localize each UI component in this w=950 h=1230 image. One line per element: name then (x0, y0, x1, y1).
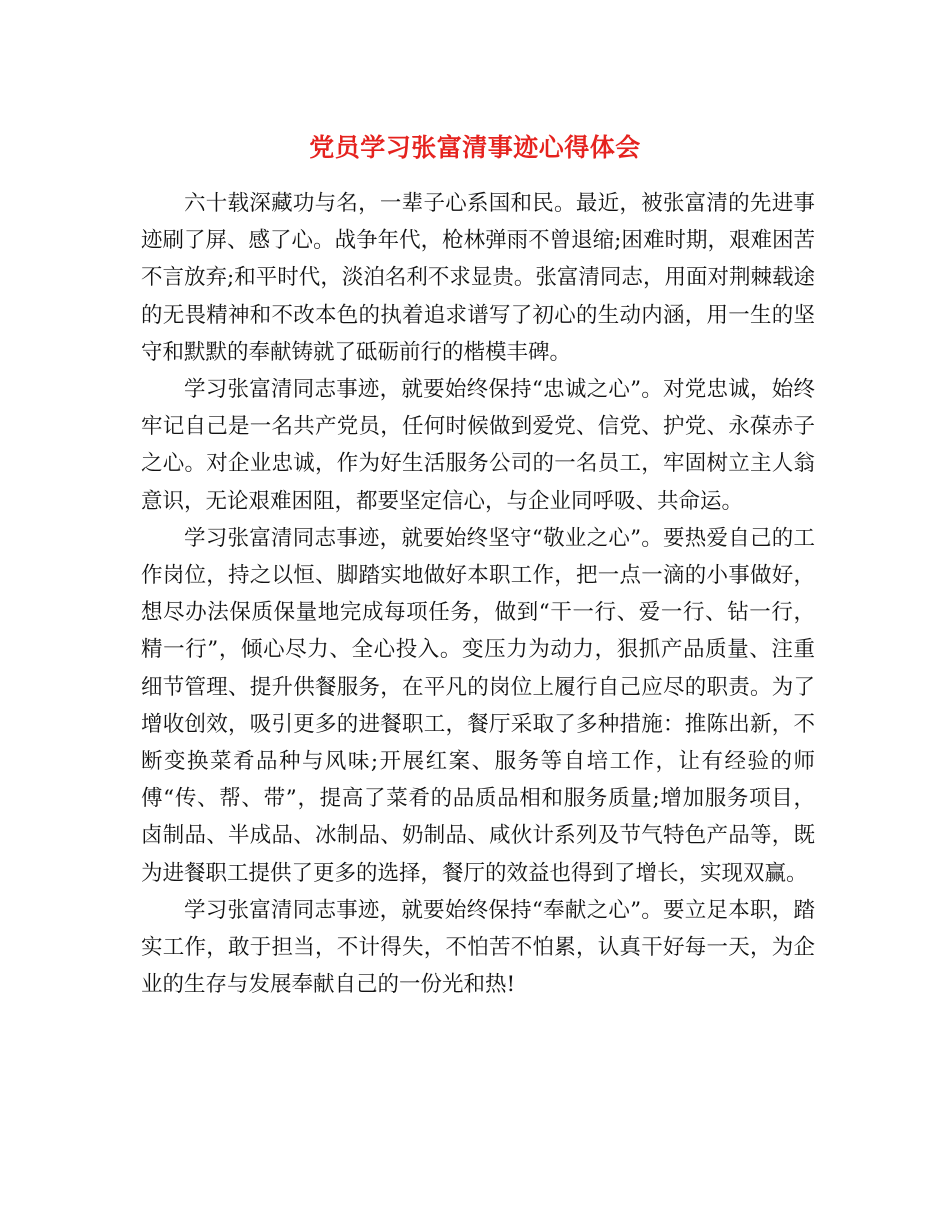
paragraph: 学习张富清同志事迹，就要始终坚守“敬业之心”。要热爱自己的工作岗位，持之以恒、脚踏实地做好本职工作，把一点一滴的小事做好，想尽办法保质保量地完成每项任务，做到“干一行、爱一行、钻一行，精一行”，倾心尽力、全心投入。变压力为动力，狠抓产品质量、注重细节管理、提升供餐服务，在平凡的岗位上履行自己应尽的职责。为了增收创效，吸引更多的进餐职工，餐厅采取了多种措施：推陈出新，不断变换菜肴品种与风味;开展红案、服务等自培工作，让有经验的师傅“传、帮、带”，提高了菜肴的品质品相和服务质量;增加服务项目，卤制品、半成品、冰制品、奶制品、咸伙计系列及节气特色产品等，既为进餐职工提供了更多的选择，餐厅的效益也得到了增长，实现双赢。 (141, 525, 815, 886)
paragraph: 学习张富清同志事迹，就要始终保持“奉献之心”。要立足本职，踏实工作，敢于担当，不计得失，不怕苦不怕累，认真干好每一天，为企业的生存与发展奉献自己的一份光和热! (141, 897, 815, 998)
paragraph: 学习张富清同志事迹，就要始终保持“忠诚之心”。对党忠诚，始终牢记自己是一名共产党员，任何时候做到爱党、信党、护党、永葆赤子之心。对企业忠诚，作为好生活服务公司的一名员工，牢固树立主人翁意识，无论艰难困阻，都要坚定信心，与企业同呼吸、共命运。 (141, 377, 815, 514)
document-title: 党员学习张富清事迹心得体会 (309, 133, 641, 162)
paragraph: 六十载深藏功与名，一辈子心系国和民。最近，被张富清的先进事迹刷了屏、感了心。战争年代，枪林弹雨不曾退缩;困难时期，艰难困苦不言放弃;和平时代，淡泊名利不求显贵。张富清同志，用面对荆棘载途的无畏精神和不改本色的执着追求谱写了初心的生动内涵，用一生的坚守和默默的奉献铸就了砥砺前行的楷模丰碑。 (141, 191, 815, 365)
document-body (141, 185, 815, 1003)
